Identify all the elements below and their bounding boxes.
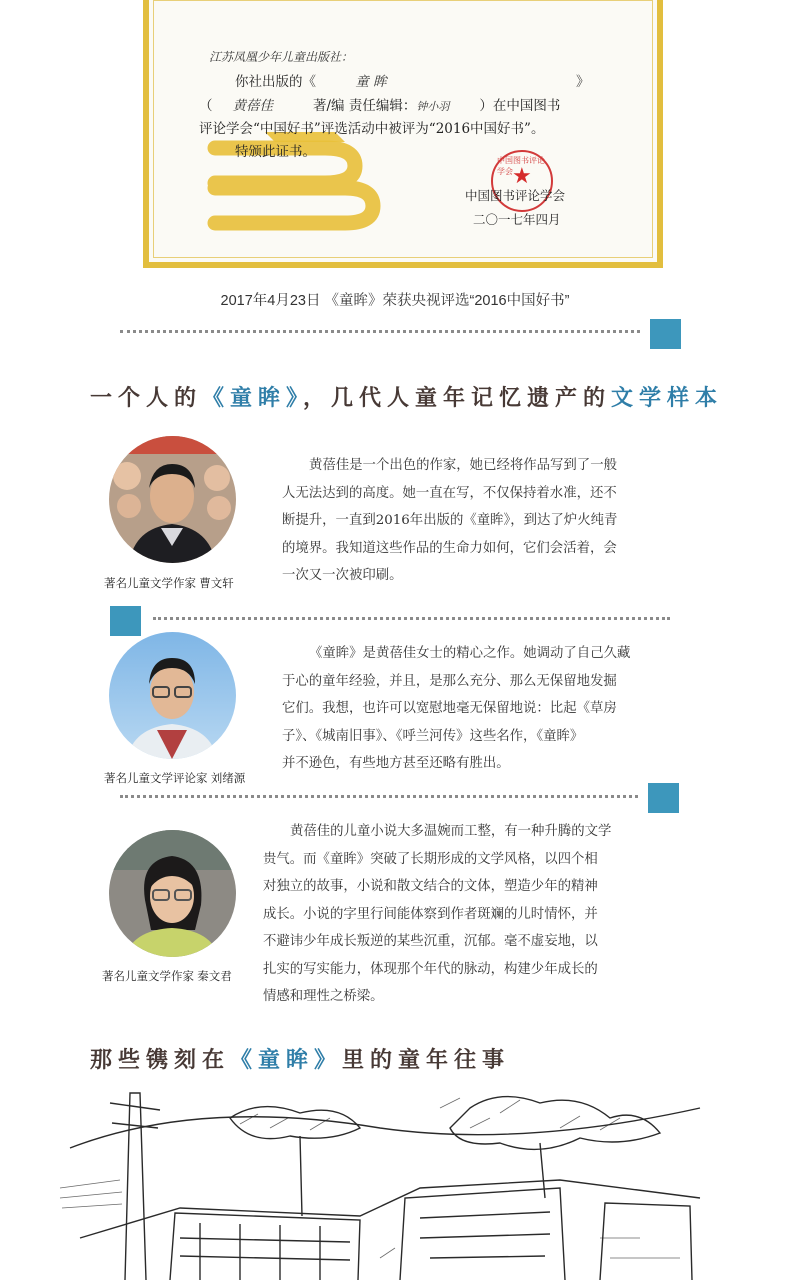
review-2-line: 它们。我想，也许可以宽慰地毫无保留地说：比起《草房 xyxy=(282,701,617,716)
review-2-line: 于心的童年经验，并且，是那么充分、那么无保留地发掘 xyxy=(282,673,617,689)
review-2-line: 《童眸》是黄蓓佳女士的精心之作。她调动了自己久藏 xyxy=(309,646,631,661)
certificate-line2 xyxy=(199,94,560,114)
award-caption: 2017年4月23日 《童眸》荣获央视评选“2016中国好书” xyxy=(220,293,570,309)
review-1-line: 人无法达到的高度。她一直在写，不仅保持着水准，还不 xyxy=(282,485,617,501)
heading1-part4: 文学样本 xyxy=(611,385,724,411)
heading2-part3: 里的童年往事 xyxy=(342,1047,511,1073)
star-icon: ★ xyxy=(512,164,532,189)
review-3-line: 扎实的写实能力，体现那个年代的脉动，构建少年成长的 xyxy=(263,961,598,977)
review-1-text xyxy=(282,452,692,590)
review-3-text xyxy=(263,818,683,1011)
heading1-part3: ，几代人童年记忆遗产的 xyxy=(303,385,612,411)
heading2-book-title: 《童眸》 xyxy=(230,1047,343,1073)
review-2-line: 并不逊色，有些地方甚至还略有胜出。 xyxy=(282,756,510,771)
certificate-date: 二〇一七年四月 xyxy=(473,212,561,227)
certificate xyxy=(143,0,663,268)
review-1-line: 一次又一次被印刷。 xyxy=(282,568,403,583)
review-3-line: 不避讳少年成长叛逆的某些沉重，沉郁。毫不虚妄地，以 xyxy=(263,934,598,949)
dotted-divider xyxy=(120,795,638,798)
review-2-line: 子》、《城南旧事》、《呼兰河传》这些名作，《童眸》 xyxy=(282,728,584,744)
reviewer-1-role: 著名儿童文学作家 曹文轩 xyxy=(104,578,234,590)
section-heading-1 xyxy=(90,381,723,412)
street-sketch-illustration xyxy=(0,1088,790,1280)
section-heading-2 xyxy=(90,1043,510,1074)
review-2-text xyxy=(282,640,692,778)
avatar-cao-wenxuan xyxy=(109,436,236,563)
certificate-author: 黄蓓佳 xyxy=(232,98,273,114)
blue-square-decoration xyxy=(648,783,679,813)
review-3-line: 贵气。而《童眸》突破了长期形成的文学风格，以四个相 xyxy=(263,851,598,867)
review-3-line: 黄蓓佳的儿童小说大多温婉而工整，有一种升腾的文学 xyxy=(290,824,612,839)
dotted-divider xyxy=(120,330,640,333)
certificate-addressee: 江苏凤凰少年儿童出版社： xyxy=(209,50,354,64)
certificate-line1 xyxy=(235,70,590,90)
reviewer-2-role: 著名儿童文学评论家 刘绪源 xyxy=(104,773,246,785)
blue-square-decoration xyxy=(650,319,681,349)
review-3-line: 情感和理性之桥梁。 xyxy=(263,989,384,1004)
heading2-part1: 那些镌刻在 xyxy=(90,1047,231,1073)
portrait-image xyxy=(109,830,236,957)
certificate-editor: 钟小羽 xyxy=(416,100,450,113)
line2-open: （ xyxy=(199,98,213,114)
portrait-image xyxy=(109,436,236,563)
certificate-line4: 特颁此证书。 xyxy=(235,144,316,160)
line1-prefix: 你社出版的《 xyxy=(235,74,316,90)
certificate-issuer: 中国图书评论学会 xyxy=(465,188,566,203)
stamp-text: 中国图书评论学会 xyxy=(497,156,545,176)
line2-tail: ）在中国图书 xyxy=(479,98,561,114)
review-3-line: 成长。小说的字里行间能体察到作者斑斓的儿时情怀，并 xyxy=(263,906,598,922)
heading1-part1: 一个人的 xyxy=(90,385,203,411)
dotted-divider xyxy=(153,617,670,620)
review-1-line: 的境界。我知道这些作品的生命力如何，它们会活着，会 xyxy=(282,540,617,556)
avatar-liu-xuyuan xyxy=(109,632,236,759)
portrait-image xyxy=(109,632,236,759)
certificate-book-title: 童 眸 xyxy=(355,74,387,90)
review-1-line: 断提升，一直到2016年出版的《童眸》，到达了炉火纯青 xyxy=(282,513,618,528)
certificate-line3: 评论学会“中国好书”评选活动中被评为“2016中国好书”。 xyxy=(199,121,545,137)
blue-square-decoration xyxy=(110,606,141,636)
line1-suffix: 》 xyxy=(576,74,590,90)
review-1-line: 黄蓓佳是一个出色的作家，她已经将作品写到了一般 xyxy=(309,458,617,473)
certificate-role-label: 著/编 责任编辑： xyxy=(313,98,417,114)
avatar-qin-wenjun xyxy=(109,830,236,957)
heading1-book-title: 《童眸》 xyxy=(202,385,304,411)
reviewer-3-role: 著名儿童文学作家 秦文君 xyxy=(102,971,232,983)
review-3-line: 对独立的故事，小说和散文结合的文体，塑造少年的精神 xyxy=(263,879,598,894)
